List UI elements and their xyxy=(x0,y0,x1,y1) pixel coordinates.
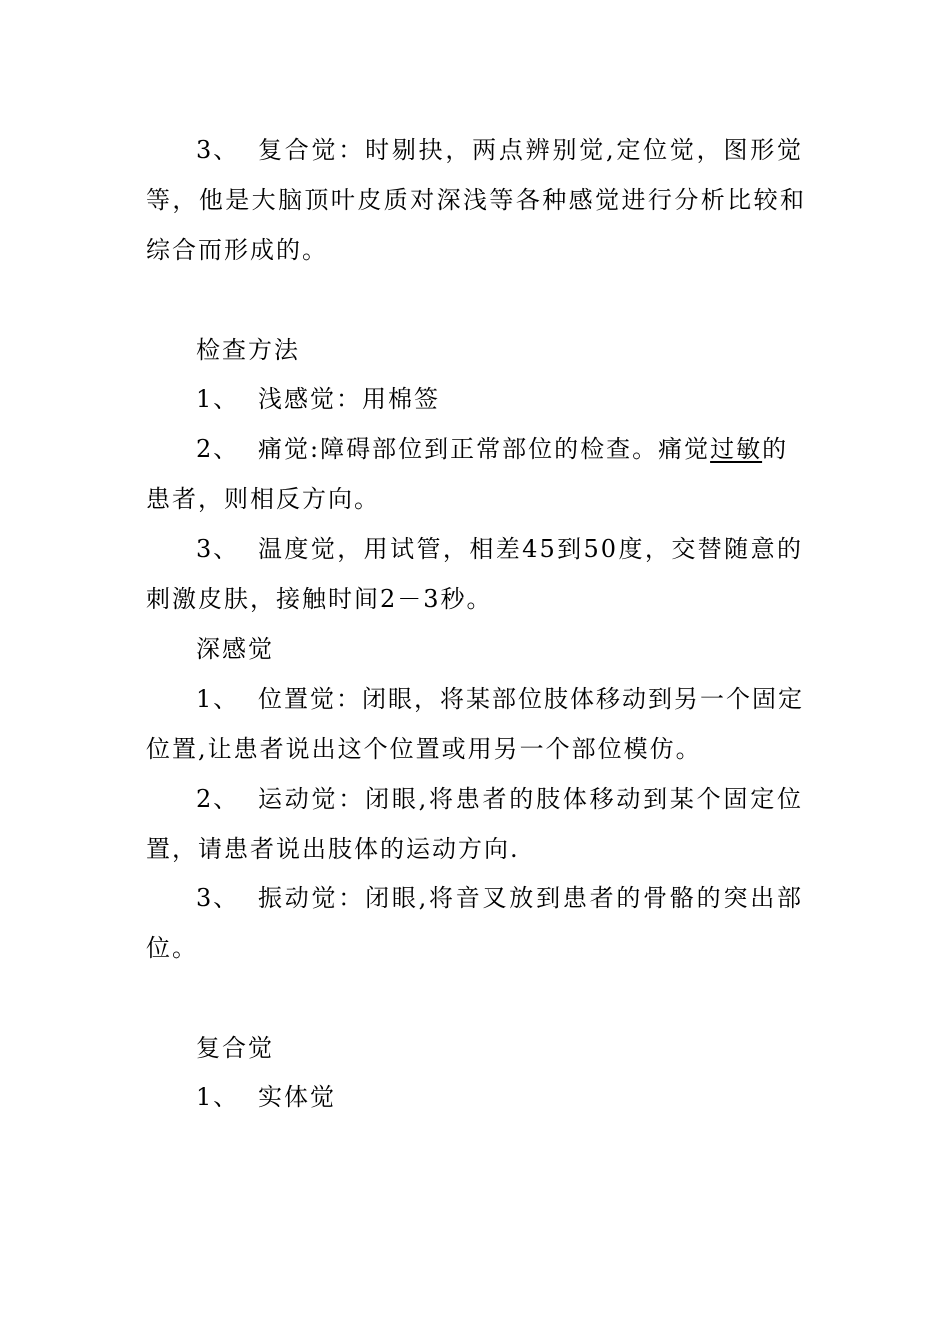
paragraph-compound-sense-line3: 综合而形成的。 xyxy=(146,236,328,264)
list-number: 1、 xyxy=(196,385,240,413)
paragraph-compound-sense-line1 xyxy=(196,135,803,165)
heading-deep-sense: 深感觉 xyxy=(196,635,274,663)
list-number: 3、 xyxy=(196,535,240,563)
underlined-term: 过敏 xyxy=(710,435,763,463)
paragraph-text: 振动觉：闭眼,将音叉放到患者的骨骼的突出部 xyxy=(258,884,803,912)
paragraph-compound-sense-line2 xyxy=(146,185,806,215)
paragraph-motion-sense-line2: 置，请患者说出肢体的运动方向. xyxy=(146,835,520,863)
list-number: 2、 xyxy=(196,435,240,463)
paragraph-temperature-sense-line1 xyxy=(196,534,803,564)
paragraph-vibration-sense-line2: 位。 xyxy=(146,934,198,962)
paragraph-motion-sense-line1 xyxy=(196,784,803,814)
list-number: 1、 xyxy=(196,685,240,713)
paragraph-text: 运动觉：闭眼,将患者的肢体移动到某个固定位 xyxy=(258,785,803,813)
list-number: 3、 xyxy=(196,136,240,164)
paragraph-text: 复合觉：时剔抉，两点辨别觉,定位觉，图形觉 xyxy=(258,136,803,164)
heading-exam-method: 检查方法 xyxy=(196,336,300,364)
heading-compound-sense: 复合觉 xyxy=(196,1034,274,1062)
paragraph-pain-sense-line2: 患者，则相反方向。 xyxy=(146,485,380,513)
paragraph-text: 的 xyxy=(762,435,789,463)
paragraph-position-sense-line1 xyxy=(196,684,803,714)
paragraph-vibration-sense-line1 xyxy=(196,883,803,913)
paragraph-position-sense-line2: 位置,让患者说出这个位置或用另一个部位模仿。 xyxy=(146,735,702,763)
paragraph-stereognosis xyxy=(196,1082,336,1112)
paragraph-text: 实体觉 xyxy=(258,1083,336,1111)
list-number: 3、 xyxy=(196,884,240,912)
paragraph-text: 位置觉：闭眼，将某部位肢体移动到另一个固定 xyxy=(258,685,804,713)
paragraph-pain-sense-line1 xyxy=(196,434,788,464)
paragraph-text: 痛觉:障碍部位到正常部位的检查。痛觉 xyxy=(258,435,711,463)
list-number: 1、 xyxy=(196,1083,240,1111)
paragraph-superficial-sense xyxy=(196,384,440,414)
paragraph-text: 温度觉，用试管，相差45到50度，交替随意的 xyxy=(258,535,803,563)
list-number: 2、 xyxy=(196,785,240,813)
paragraph-text: 浅感觉：用棉签 xyxy=(258,385,440,413)
paragraph-temperature-sense-line2: 刺激皮肤，接触时间2－3秒。 xyxy=(146,585,493,613)
paragraph-text: 等，他是大脑顶叶皮质对深浅等各种感觉进行分析比较和 xyxy=(146,186,806,214)
